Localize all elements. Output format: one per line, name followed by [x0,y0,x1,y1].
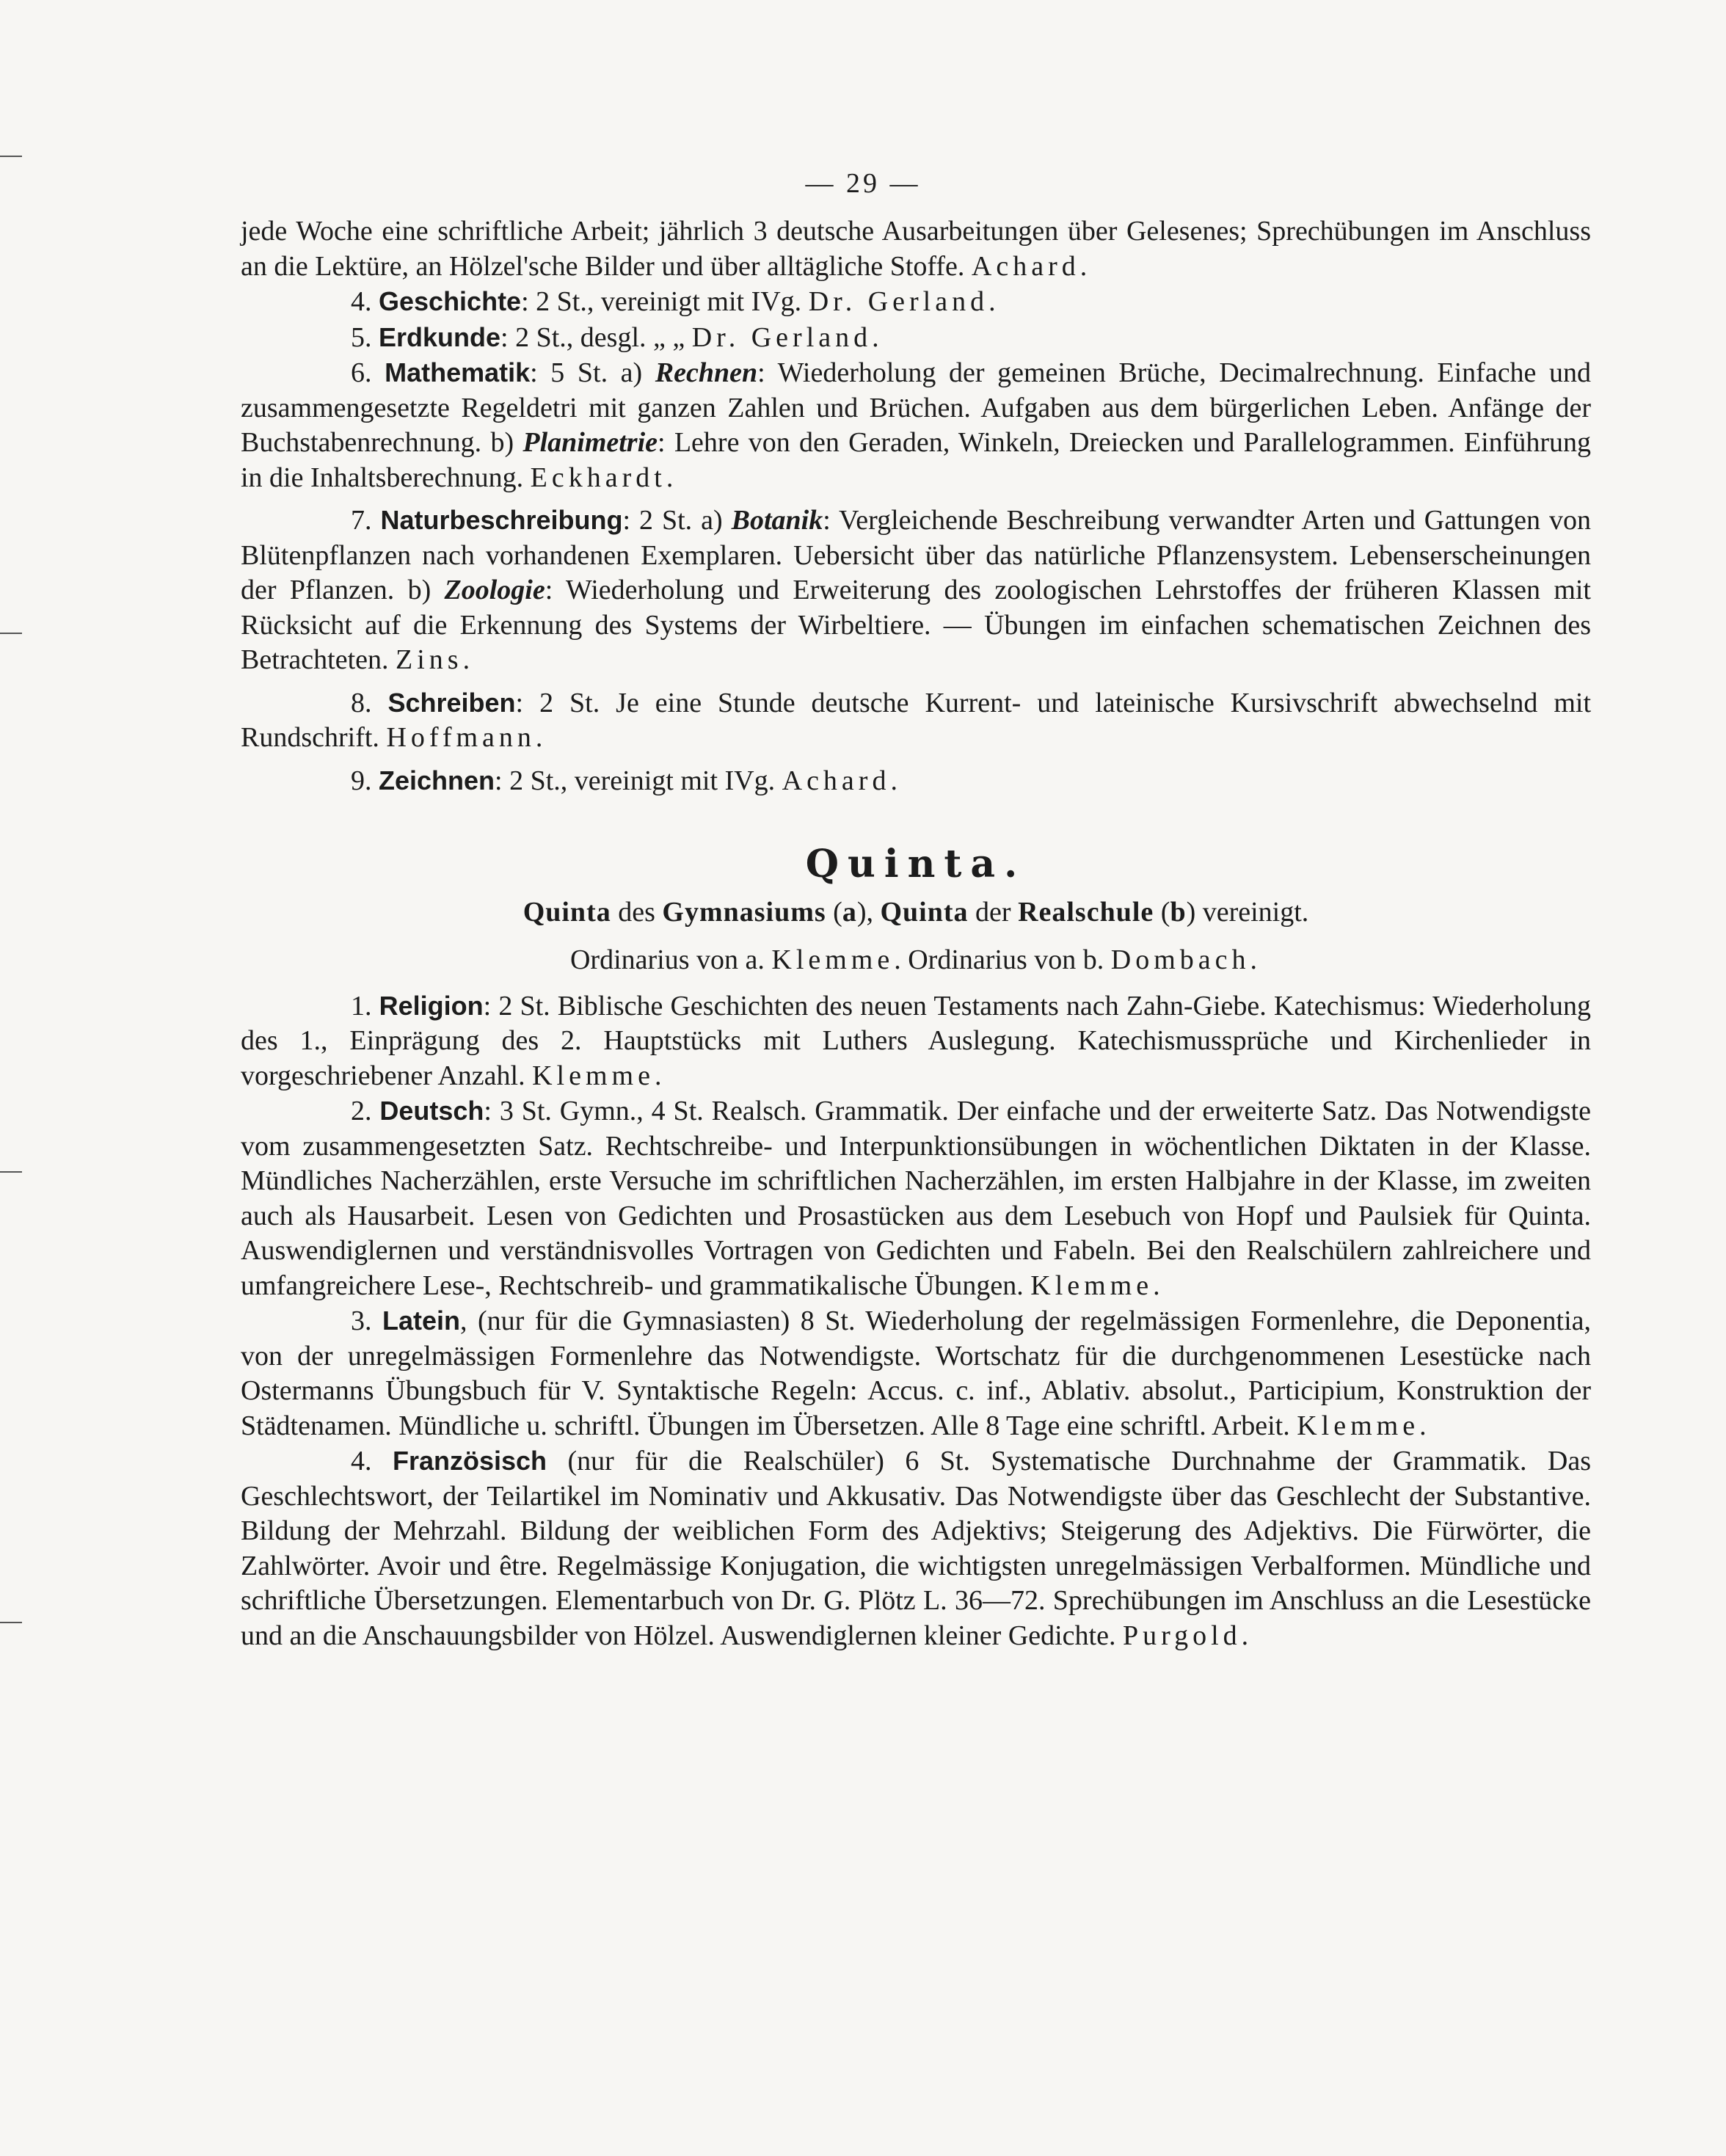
teacher-name: Achard. [971,250,1092,282]
subject-schreiben: 8. Schreiben: 2 St. Je eine Stunde deutsche Kurrent- und lateinische Kursivschrift abwechselnd mit Rundschrift. Hoffmann. [241,687,1592,753]
subject-heading: Zeichnen [379,765,495,795]
subject-geschichte: 4. Geschichte: 2 St., vereinigt mit IVg. Dr. Gerland. [351,286,1000,317]
section-subtitle: Quinta des Gymnasiums (a), Quinta der Realschule (b) vereinigt. [522,896,1309,928]
subject-heading: Deutsch [379,1096,484,1126]
subject-heading: Französisch [392,1446,547,1476]
subject-heading: Geschichte [379,286,522,316]
subject-term: Zoologie [444,575,545,605]
teacher-name: Klemme [771,944,895,975]
subject-latein: 3. Latein, (nur für die Gymnasiasten) 8 St. Wiederholung der regelmässigen Formenlehre, die Deponentia, von der unregelmässigen Formenlehre das Notwendigste. Wortschatz für die durchgenommenen Lesestücke nach Ostermanns Übungsbuch für V. Syntaktische Regeln: Accus. c. inf., Ablativ. absolut., Participium, Konstruktion der Städtenamen. Mündliche u. schriftl. Übungen im Übersetzen. Alle 8 Tage eine schriftl. Arbeit. Klemme. [241,1305,1592,1441]
subject-naturbeschreibung: 7. Naturbeschreibung: 2 St. a) Botanik: Vergleichende Beschreibung verwandter Arten und Gattungen von Blütenpflanzen nach vorhandenen Exemplaren. Uebersicht über das natürliche Pflanzensystem. Lebenserscheinungen der Pflanzen. b) Zoologie: Wiederholung und Erweiterung des zoologischen Lehrstoffes der früheren Klassen mit Rücksicht auf die Erkennung des Systems der Wirbeltiere. — Übungen im einfachen schematischen Zeichnen des Betrachteten. Zins. [241,505,1592,675]
ordinarius-line: Ordinarius von a. Klemme. Ordinarius von b. Dombach. [569,944,1261,975]
margin-mark [0,1171,22,1173]
subject-religion: 1. Religion: 2 St. Biblische Geschichten des neuen Testaments nach Zahn-Giebe. Katechismus: Wiederholung des 1., Einprägung des 2. Hauptstücks mit Luthers Auslegung. Katechismussprüche und Kirchenlieder in vorgeschriebener Anzahl. Klemme. [241,990,1592,1091]
margin-mark [0,156,22,157]
teacher-name: Achard. [782,765,902,796]
subject-deutsch: 2. Deutsch: 3 St. Gymn., 4 St. Realsch. Grammatik. Der einfache und der erweiterte Satz. Das Notwendigste vom zusammengesetzten Satz. Rechtschreibe- und Interpunktionsübungen in wöchentlichen Diktaten in der Klasse. Mündliches Nacherzählen, erste Versuche im schriftlichen Nacherzählen, im ersten Halbjahre in der Klasse, im zweiten auch als Hausarbeit. Lesen von Gedichten und Prosastücken aus dem Lesebuch von Hopf und Paulsiek für Quinta. Auswendiglernen und verständnisvolles Vortragen von Gedichten und Fabeln. Bei den Realschülern zahlreichere und umfangreichere Lese-, Rechtschreib- und grammatikalische Übungen. Klemme. [241,1096,1592,1301]
teacher-name: Hoffmann. [386,722,547,753]
subject-heading: Schreiben [387,687,516,718]
teacher-name: Zins. [396,644,475,675]
teacher-name: Dr. Gerland. [691,321,884,353]
subject-erdkunde: 5. Erdkunde: 2 St., desgl. „ „ Dr. Gerland. [351,321,884,353]
subject-term: Planimetrie [522,427,658,458]
subject-heading: Mathematik [385,357,531,387]
subject-zeichnen: 9. Zeichnen: 2 St., vereinigt mit IVg. Achard. [351,765,902,796]
paragraph-continuation: jede Woche eine schriftliche Arbeit; jährlich 3 deutsche Ausarbeitungen über Gelesenes; Sprechübungen im Anschluss an die Lektüre, an Hölzel'sche Bilder und über alltägliche Stoffe. Achard. [241,216,1591,282]
teacher-name: Klemme. [532,1060,666,1091]
margin-mark [0,633,22,634]
teacher-name: Eckhardt. [530,462,678,493]
body-text [241,214,1591,1653]
subject-heading: Latein [382,1305,460,1336]
margin-mark [0,1622,22,1623]
subject-term: Rechnen [655,357,758,388]
subject-mathematik: 6. Mathematik: 5 St. a) Rechnen: Wiederholung der gemeinen Brüche, Decimalrechnung. Einfache und zusammengesetzte Regeldetri mit ganzen Zahlen und Brüchen. Aufgaben aus dem bürgerlichen Leben. Anfänge der Buchstabenrechnung. b) Planimetrie: Lehre von den Geraden, Winkeln, Dreiecken und Parallelogrammen. Einführung in die Inhaltsberechnung. Eckhardt. [241,357,1592,493]
teacher-name: Dr. Gerland. [808,286,1000,317]
subject-franzoesisch: 4. Französisch (nur für die Realschüler) 6 St. Systematische Durchnahme der Grammatik. Das Geschlechtswort, der Teilartikel im Nominativ und Akkusativ. Das Notwendigste über das Geschlecht der Substantive. Bildung der Mehrzahl. Bildung der weiblichen Form des Adjektivs; Steigerung des Adjektivs. Die Fürwörter, die Zahlwörter. Avoir und être. Regelmässige Konjugation, die wichtigsten unregelmässigen Verbalformen. Mündliche und schriftliche Übersetzungen. Elementarbuch von Dr. G. Plötz L. 36—72. Sprechübungen im Anschluss an die Lesestücke und an die Anschauungsbilder von Hölzel. Auswendiglernen kleiner Gedichte. Purgold. [241,1446,1592,1651]
teacher-name: Dombach. [1110,944,1261,975]
subject-heading: Erdkunde [379,321,501,352]
subject-heading: Naturbeschreibung [380,505,623,535]
subject-heading: Religion [379,990,484,1021]
page-number: — 29 — [805,168,921,199]
section-title: Quinta. [805,842,1027,886]
teacher-name: Klemme. [1030,1270,1165,1301]
teacher-name: Klemme. [1297,1410,1431,1441]
subject-term: Botanik [731,505,823,536]
teacher-name: Purgold. [1122,1620,1253,1651]
